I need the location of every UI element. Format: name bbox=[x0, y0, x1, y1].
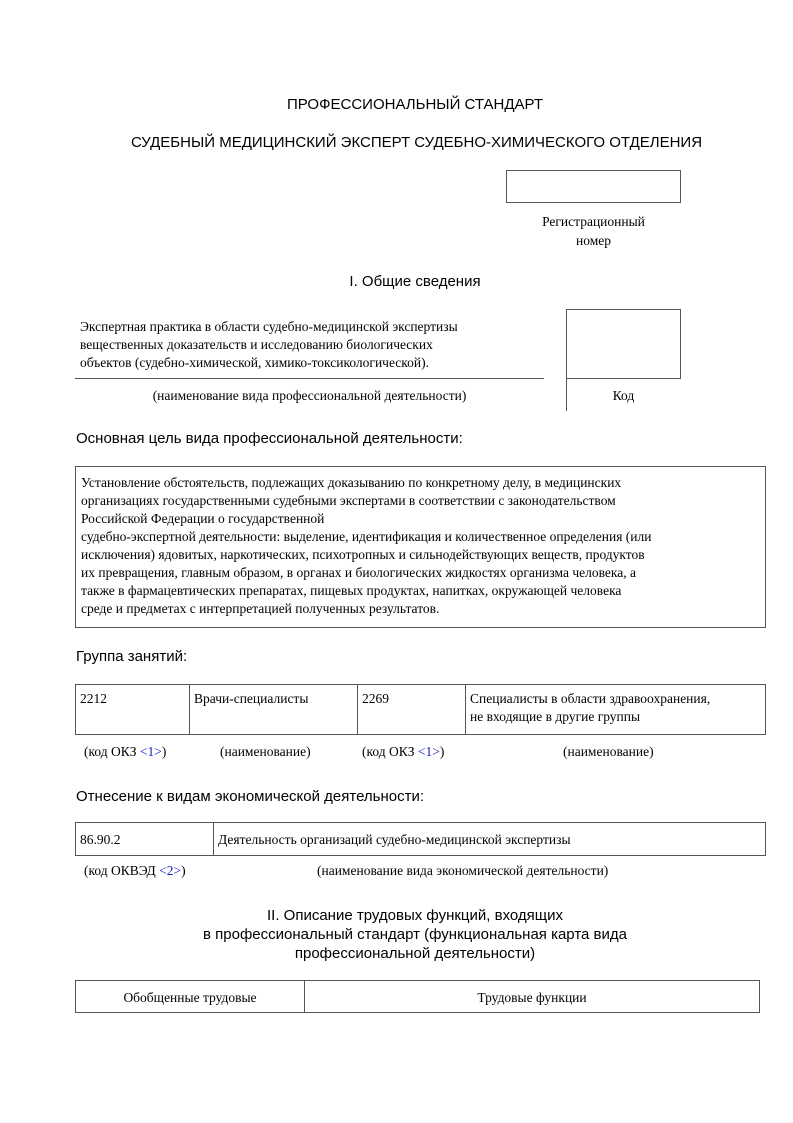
goal-line: Установление обстоятельств, подлежащих доказыванию по конкретному делу, в медицинских bbox=[81, 475, 622, 490]
activity-line2: вещественных доказательств и исследованию биологических bbox=[80, 337, 433, 352]
goal-line: исключения) ядовитых, наркотических, психотропных и сильнодействующих веществ, продуктов bbox=[81, 547, 645, 562]
okz-code-cell-1: 2212 bbox=[76, 685, 190, 734]
okved-code-cell: 86.90.2 bbox=[76, 823, 214, 855]
activity-line1: Экспертная практика в области судебно-медицинской экспертизы bbox=[80, 319, 458, 334]
okz-code-caption-1 bbox=[84, 744, 166, 760]
footnote-link-1[interactable]: <1> bbox=[417, 744, 440, 759]
okz-code-caption-2 bbox=[362, 744, 444, 760]
functional-map-table bbox=[75, 980, 760, 1013]
column-header-generalized-functions: Обобщенные трудовые bbox=[76, 981, 305, 1012]
registration-label-line1: Регистрационный bbox=[542, 214, 645, 229]
page-title: ПРОФЕССИОНАЛЬНЫЙ СТАНДАРТ bbox=[286, 96, 544, 113]
activity-code-box bbox=[566, 309, 681, 379]
page-subtitle: СУДЕБНЫЙ МЕДИЦИНСКИЙ ЭКСПЕРТ СУДЕБНО-ХИМИЧЕСКОГО ОТДЕЛЕНИЯ bbox=[130, 134, 703, 151]
activity-caption: (наименование вида профессиональной деятельности) bbox=[152, 388, 467, 403]
activity-line3: объектов (судебно-химической, химико-токсикологической). bbox=[80, 355, 430, 370]
goal-title: Основная цель вида профессиональной деятельности: bbox=[76, 430, 463, 447]
okved-code-caption bbox=[84, 863, 186, 879]
activity-name bbox=[80, 318, 550, 372]
registration-label-line2: номер bbox=[575, 233, 611, 248]
occupation-group-title: Группа занятий: bbox=[76, 648, 188, 665]
okz-name-caption-1: (наименование) bbox=[220, 744, 311, 759]
okz-code-cell-2: 2269 bbox=[358, 685, 466, 734]
okved-name-caption: (наименование вида экономической деятельности) bbox=[317, 863, 609, 878]
section2-title-line1: II. Описание трудовых функций, входящих bbox=[266, 907, 564, 924]
caption-text: (код ОКЗ bbox=[84, 744, 140, 759]
goal-line: их превращения, главным образом, в органах и биологических жидкостях организма человека, а bbox=[81, 565, 636, 580]
section2-title-line3: профессиональной деятельности) bbox=[294, 945, 536, 962]
caption-text: (код ОКВЭД bbox=[84, 863, 160, 878]
okz-name-2-line2: не входящие в другие группы bbox=[470, 709, 641, 724]
footnote-link-2[interactable]: <2> bbox=[159, 863, 182, 878]
footnote-link-1[interactable]: <1> bbox=[139, 744, 162, 759]
goal-line: Российской Федерации о государственной bbox=[81, 511, 325, 526]
caption-text: ) bbox=[181, 863, 186, 878]
okved-table bbox=[75, 822, 766, 856]
okz-name-cell-2 bbox=[466, 685, 766, 734]
okved-name-cell: Деятельность организаций судебно-медицинской экспертизы bbox=[218, 832, 571, 847]
section1-title: I. Общие сведения bbox=[349, 273, 481, 290]
registration-number-box bbox=[506, 170, 681, 203]
section2-title-line2: в профессиональный стандарт (функциональная карта вида bbox=[203, 926, 627, 943]
okz-name-cell-1: Врачи-специалисты bbox=[190, 685, 358, 734]
goal-line: судебно-экспертной деятельности: выделение, идентификация и количественное определения (или bbox=[81, 529, 652, 544]
activity-underline bbox=[75, 378, 544, 379]
okz-name-2-line1: Специалисты в области здравоохранения, bbox=[470, 691, 711, 706]
section2-title bbox=[0, 906, 793, 963]
caption-text: (код ОКЗ bbox=[362, 744, 418, 759]
column-header-labor-functions: Трудовые функции bbox=[477, 990, 587, 1005]
goal-line: организациях государственными судебными экспертами в соответствии с законодательством bbox=[81, 493, 616, 508]
caption-text: ) bbox=[439, 744, 445, 759]
occupation-table bbox=[75, 684, 766, 735]
caption-text: ) bbox=[161, 744, 167, 759]
registration-label bbox=[506, 212, 681, 250]
goal-line: также в фармацевтических препаратах, пищевых продуктах, напитках, окружающей человека bbox=[81, 583, 622, 598]
goal-line: среде и предметах с интерпретацией полученных результатов. bbox=[81, 601, 440, 616]
activity-code-label: Код bbox=[612, 388, 635, 403]
goal-box bbox=[75, 466, 766, 628]
economic-title: Отнесение к видам экономической деятельности: bbox=[76, 788, 425, 805]
goal-text bbox=[81, 474, 771, 618]
okz-name-caption-2: (наименование) bbox=[563, 744, 654, 759]
